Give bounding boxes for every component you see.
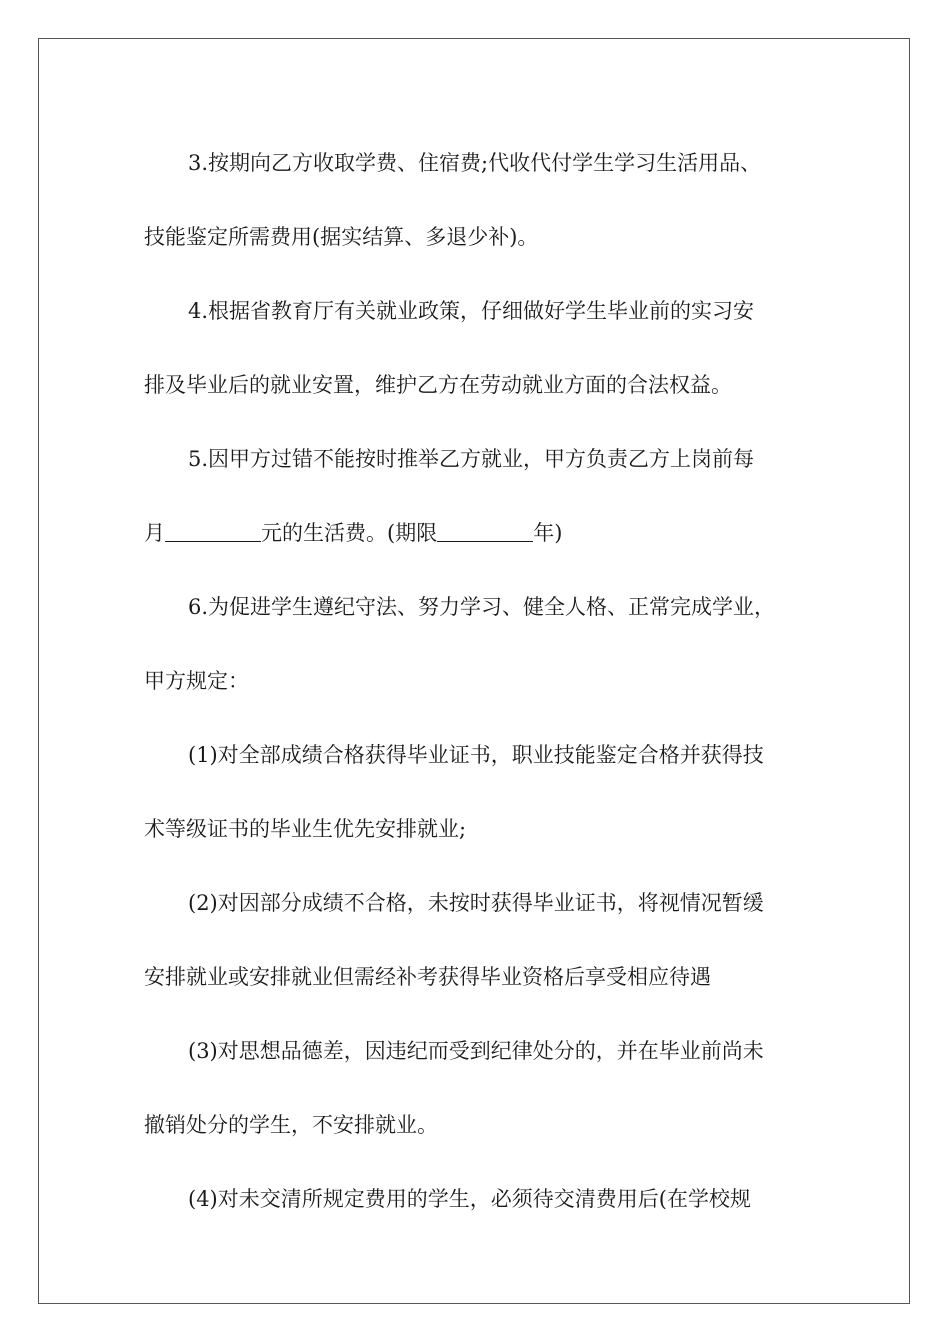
paragraph-3-line-2: 技能鉴定所需费用(据实结算、多退少补)。 <box>144 225 539 249</box>
paragraph-5-line-2 <box>144 496 824 570</box>
month-label: 月 <box>144 521 165 545</box>
paragraph-3-line-1: 3.按期向乙方收取学费、住宿费;代收代付学生学习生活用品、 <box>188 151 762 175</box>
paragraph-5-line-1: 5.因甲方过错不能按时推举乙方就业，甲方负责乙方上岗前每 <box>188 447 755 471</box>
paragraph-6-line-2: 甲方规定： <box>144 669 249 693</box>
item-3-line-1: (3)对思想品德差，因违纪而受到纪律处分的，并在毕业前尚未 <box>188 1039 764 1063</box>
item-1-line-2: 术等级证书的毕业生优先安排就业; <box>144 817 467 841</box>
item-4-line-1: (4)对未交清所规定费用的学生，必须待交清费用后(在学校规 <box>188 1187 751 1211</box>
living-fee-label: 元的生活费。(期限 <box>261 521 438 545</box>
year-label: 年) <box>533 521 563 545</box>
paragraph-4-line-2: 排及毕业后的就业安置，维护乙方在劳动就业方面的合法权益。 <box>144 373 732 397</box>
document-body <box>144 126 824 1236</box>
paragraph-6-line-1: 6.为促进学生遵纪守法、努力学习、健全人格、正常完成学业， <box>188 595 776 619</box>
item-2-line-2: 安排就业或安排就业但需经补考获得毕业资格后享受相应待遇 <box>144 965 711 989</box>
item-2-line-1: (2)对因部分成绩不合格，未按时获得毕业证书，将视情况暂缓 <box>188 891 764 915</box>
paragraph-4-line-1: 4.根据省教育厅有关就业政策，仔细做好学生毕业前的实习安 <box>188 299 755 323</box>
term-blank <box>437 521 533 542</box>
item-1-line-1: (1)对全部成绩合格获得毕业证书，职业技能鉴定合格并获得技 <box>188 743 764 767</box>
item-3-line-2: 撤销处分的学生，不安排就业。 <box>144 1113 438 1137</box>
amount-blank <box>165 521 261 542</box>
